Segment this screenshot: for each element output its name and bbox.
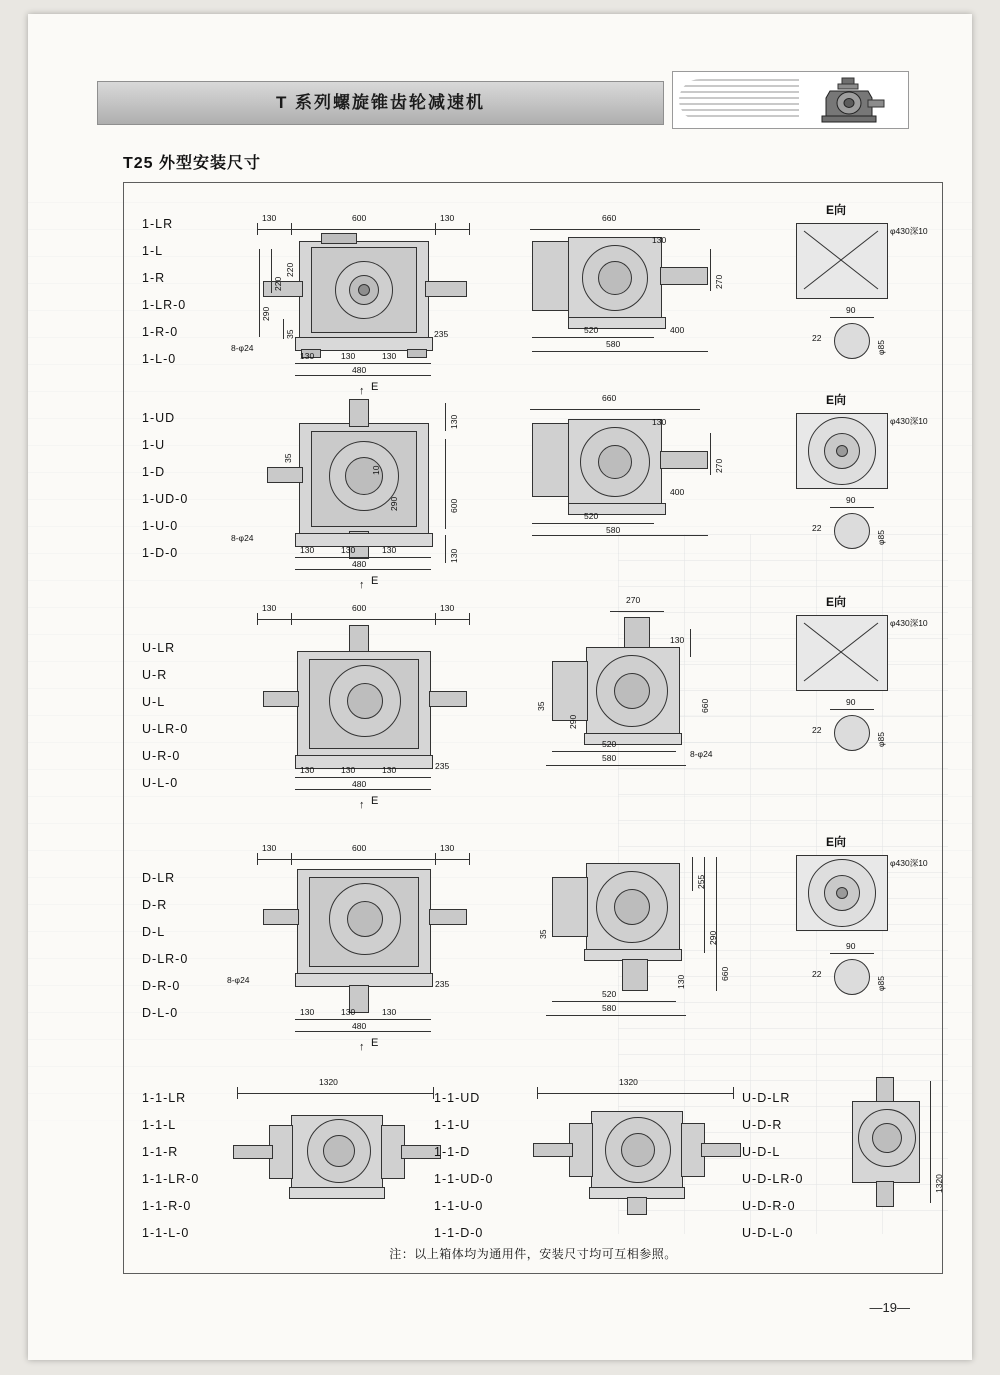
code-list-section-1: 1-LR 1-L 1-R 1-LR-0 1-R-0 1-L-0 <box>142 217 187 366</box>
drawing-e-view-3: E向 φ430深10 90 22 φ85 <box>784 583 934 743</box>
code-list-section-3: U-LR U-R U-L U-LR-0 U-R-0 U-L-0 <box>142 641 189 790</box>
document-page <box>28 14 972 1360</box>
header-title: T 系列螺旋锥齿轮减速机 <box>275 93 486 112</box>
drawing-side-view-3: 270 130 660 35 290 520 580 8-φ24 <box>524 583 744 773</box>
page-header <box>97 71 907 127</box>
code-list-bottom-2: 1-1-UD 1-1-U 1-1-D 1-1-UD-0 1-1-U-0 1-1-D-0 <box>434 1091 494 1240</box>
bevel-gearbox-icon <box>816 76 890 126</box>
code-list-bottom-1: 1-1-LR 1-1-L 1-1-R 1-1-LR-0 1-1-R-0 1-1-L-0 <box>142 1091 200 1240</box>
drawing-side-view-1: 660 130 270 520 400 580 <box>524 203 734 353</box>
drawing-e-view-2: E向 φ430深10 90 22 φ85 <box>784 391 934 551</box>
code-list-bottom-3: U-D-LR U-D-R U-D-L U-D-LR-0 U-D-R-0 U-D-L-0 <box>742 1091 804 1240</box>
drawing-bottom-view-3: 1320 <box>840 1067 940 1217</box>
drawing-front-view-1: 130 600 130 220 290 35 220 130 130 130 480 235 8-φ24 ↑ E <box>249 203 479 373</box>
drawing-bottom-view-1: 1320 <box>229 1067 439 1207</box>
drawing-side-view-2: 660 130 270 520 400 580 <box>524 383 734 543</box>
code-list-section-2: 1-UD 1-U 1-D 1-UD-0 1-U-0 1-D-0 <box>142 411 189 560</box>
header-stripes <box>679 79 799 121</box>
footer-note: 注：以上箱体均为通用件，安装尺寸均可互相参照。 <box>389 1247 677 1261</box>
drawing-e-view-1: E向 φ430深10 90 22 φ85 <box>784 201 934 361</box>
flange-diagonal-marks <box>796 615 886 689</box>
code-list-section-4: D-LR D-R D-L D-LR-0 D-R-0 D-L-0 <box>142 871 189 1020</box>
drawing-e-view-4: E向 φ430深10 90 22 φ85 <box>784 833 934 1003</box>
drawing-front-view-4: 130 600 130 130 130 130 480 235 8-φ24 ↑ E <box>249 833 479 1033</box>
drawing-side-view-4: 255 290 660 130 35 520 580 <box>524 833 744 1033</box>
header-banner <box>97 81 664 125</box>
flange-diagonal-marks <box>796 223 886 297</box>
page-title: T25 外型安装尺寸 <box>123 155 262 172</box>
drawing-frame <box>123 182 943 1274</box>
drawing-front-view-2: 130 600 130 35 10 290 130 130 130 480 8-φ24 ↑ E <box>249 393 479 568</box>
drawing-front-view-3: 130 600 130 130 130 130 480 235 ↑ E <box>249 593 479 783</box>
drawing-bottom-view-2: 1320 <box>529 1067 739 1212</box>
header-logo-panel <box>672 71 909 129</box>
page-number: —19— <box>869 1300 910 1315</box>
